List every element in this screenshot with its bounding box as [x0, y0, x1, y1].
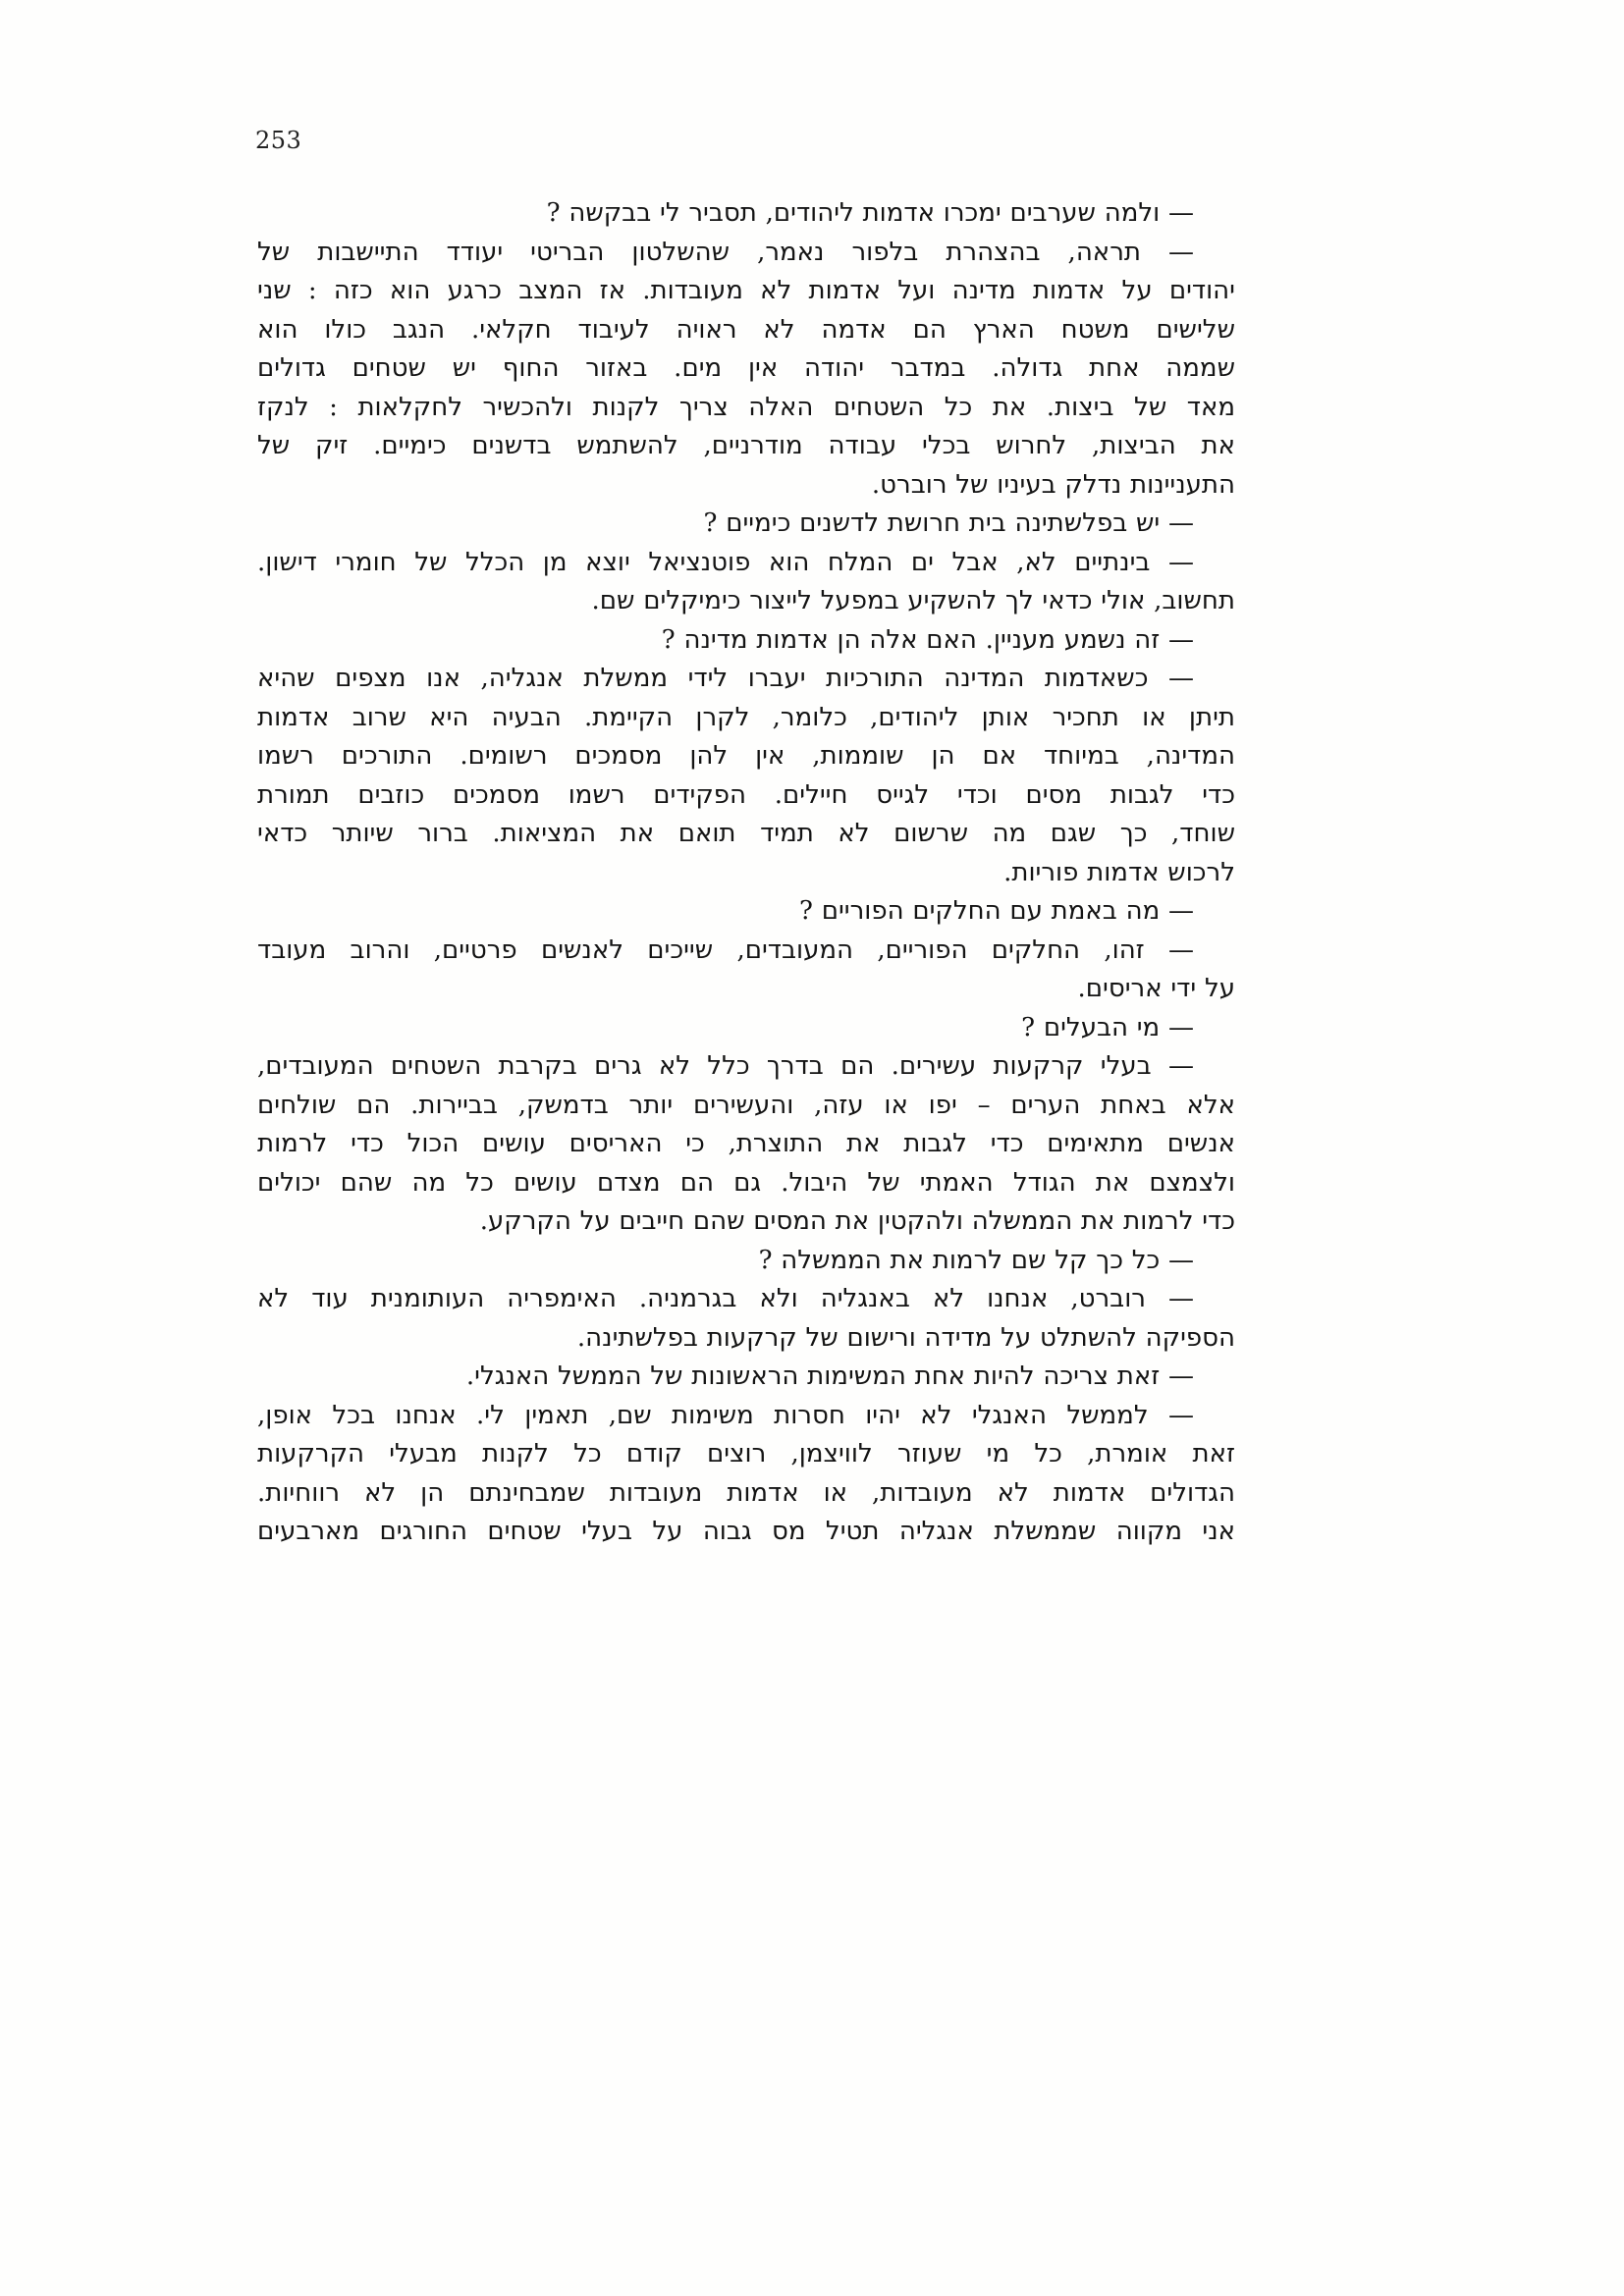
text-line: שממה אחת גדולה. במדבר יהודה אין מים. באזור החוף יש שטחים גדולים: [257, 353, 1235, 383]
text-line: על ידי אריסים.: [1077, 974, 1235, 1003]
text-line: — מה באמת עם החלקים הפוריים ?: [799, 896, 1194, 926]
text-line: לרכוש אדמות פוריות.: [1003, 857, 1235, 887]
text-line: המדינה, במיוחד אם הן שוממות, אין להן מסמכים רשומים. התורכים רשמו: [257, 741, 1235, 771]
text-line: זאת אומרת, כל מי שעוזר לוויצמן, רוצים קודם כל לקנות מבעלי הקרקעות: [257, 1439, 1235, 1468]
text-line: — כשאדמות המדינה התורכיות יעברו לידי ממשלת אנגליה, אנו מצפים שהיא: [257, 664, 1194, 693]
text-line: תחשוב, אולי כדאי לך להשקיע במפעל לייצור כימיקלים שם.: [591, 586, 1235, 615]
text-line: הגדולים אדמות לא מעובדות, או אדמות מעובדות שמבחינתם הן לא רווחיות.: [257, 1477, 1235, 1508]
text-line: כדי לגבות מסים וכדי לגייס חיילים. הפקידים רשמו מסמכים כוזבים תמורת: [257, 779, 1236, 810]
text-line: מאד של ביצות. את כל השטחים האלה צריך לקנות ולהכשיר לחקלאות : לנקז: [257, 392, 1235, 422]
text-line: את הביצות, לחרוש בכלי עבודה מודרניים, להשתמש בדשנים כימיים. זיק של: [257, 431, 1235, 460]
text-line: — תראה, בהצהרת בלפור נאמר, שהשלטון הבריטי יעודד התיישבות של: [257, 237, 1194, 267]
text-line: תיתן או תחכיר אותן ליהודים, כלומר, לקרן הקיימת. הבעיה היא שרוב אדמות: [257, 702, 1235, 732]
text-line: — זהו, החלקים הפוריים, המעובדים, שייכים לאנשים פרטיים, והרוב מעובד: [257, 934, 1194, 965]
text-line: התעניינות נדלק בעיניו של רוברט.: [871, 469, 1235, 500]
text-line: אני מקווה שממשלת אנגליה תטיל מס גבוה על בעלי שטחים החורגים מארבעים: [257, 1517, 1235, 1546]
page-number: 253: [255, 127, 302, 154]
text-line: אלא באחת הערים – יפו או עזה, והעשירים יותר בדמשק, בביירות. הם שולחים: [257, 1090, 1235, 1120]
text-line: הספיקה להשתלט על מדידה ורישום של קרקעות בפלשתינה.: [576, 1322, 1235, 1353]
text-line: יהודים על אדמות מדינה ועל אדמות לא מעובדות. אז המצב כרגע הוא כזה : שני: [257, 276, 1235, 305]
text-line: — כל כך קל שם לרמות את הממשלה ?: [758, 1245, 1194, 1275]
text-line: — זאת צריכה להיות אחת המשימות הראשונות של הממשל האנגלי.: [465, 1362, 1194, 1391]
text-line: שוחד, כך שגם מה שרשום לא תמיד תואם את המציאות. ברור שיותר כדאי: [257, 819, 1235, 848]
text-line: — בינתיים לא, אבל ים המלח הוא פוטנציאל יוצא מן הכלל של חומרי דישון.: [257, 547, 1194, 577]
text-line: — יש בפלשתינה בית חרושת לדשנים כימיים ?: [703, 508, 1194, 538]
text-line: ולצמצם את הגודל האמתי של היבול. גם הם מצדם עושים כל מה שהם יכולים: [257, 1167, 1235, 1198]
text-line: — מי הבעלים ?: [1021, 1012, 1194, 1042]
text-line: כדי לרמות את הממשלה ולהקטין את המסים שהם חייבים על הקרקע.: [479, 1206, 1235, 1236]
text-line: — זה נשמע מעניין. האם אלה הן אדמות מדינה ?: [661, 624, 1194, 655]
text-line: — לממשל האנגלי לא יהיו חסרות משימות שם, תאמין לי. אנחנו בכל אופן,: [257, 1400, 1194, 1430]
dialogue-text-block: [257, 194, 1235, 1552]
text-line: — בעלי קרקעות עשירים. הם בדרך כלל לא גרים בקרבת השטחים המעובדים,: [257, 1051, 1194, 1081]
text-line: אנשים מתאימים כדי לגבות את התוצרת, כי האריסים עושים הכול כדי לרמות: [257, 1129, 1235, 1158]
text-line: שלישים משטח הארץ הם אדמה לא ראויה לעיבוד חקלאי. הנגב כולו הוא: [257, 314, 1235, 345]
text-line: — ולמה שערבים ימכרו אדמות ליהודים, תסביר לי בבקשה ?: [546, 198, 1194, 228]
text-line: — רוברט, אנחנו לא באנגליה ולא בגרמניה. האימפריה העותומנית עוד לא: [257, 1284, 1194, 1313]
